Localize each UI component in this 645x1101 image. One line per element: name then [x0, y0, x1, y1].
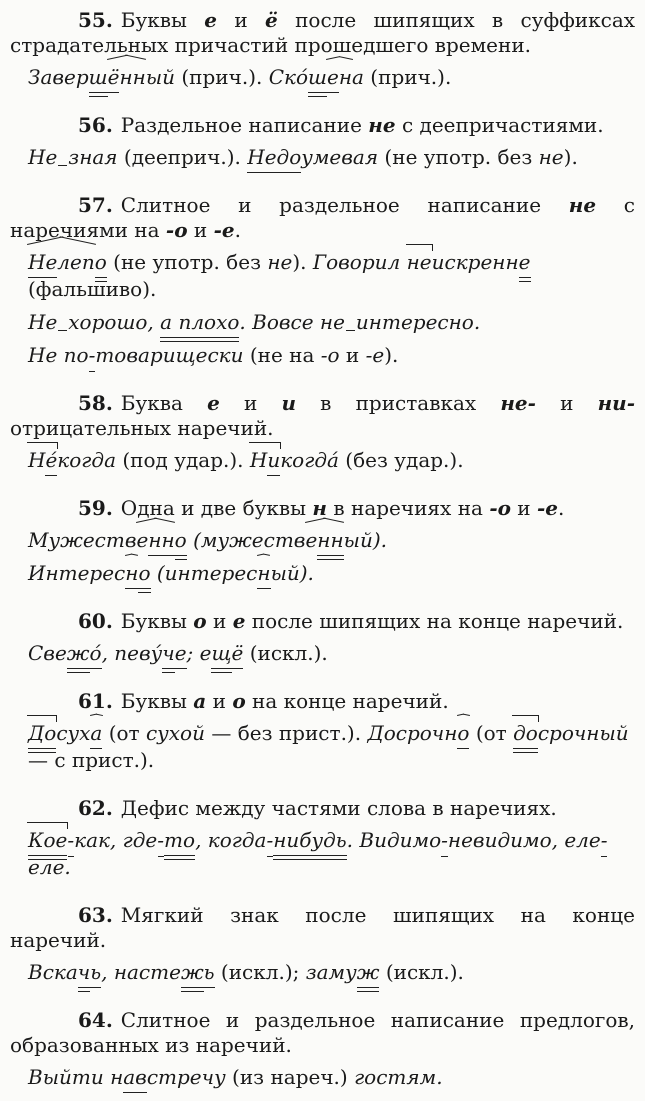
- examples: [10, 144, 635, 171]
- rule-title: [10, 391, 635, 441]
- example-line: Не зная (дееприч.). Недоумевая (не употр. без не).: [28, 145, 578, 169]
- examples: [10, 527, 635, 587]
- rule-section: [10, 903, 635, 986]
- example-line: Завершённый (прич.). Ско́шена (прич.).: [28, 65, 452, 89]
- rule-title: [10, 193, 635, 243]
- rule-title: [10, 609, 635, 634]
- rule-title: [10, 689, 635, 714]
- rule-title-text: Буквы а и о на конце наречий.: [120, 689, 449, 713]
- rule-section: [10, 391, 635, 474]
- rule-number: 58.: [78, 391, 113, 415]
- rule-number: 57.: [78, 193, 113, 217]
- examples: [10, 1064, 635, 1091]
- rule-number: 62.: [78, 796, 113, 820]
- example-line: Интересно (интересный).: [28, 561, 314, 585]
- rule-title-text: Буквы е и ё после шипящих в суффиксах страдательных причастий прошедшего времени.: [10, 8, 636, 57]
- rule-number: 56.: [78, 113, 113, 137]
- rule-number: 55.: [78, 8, 113, 32]
- rule-title: [10, 1008, 635, 1058]
- examples: [10, 64, 635, 91]
- example-line: Не́когда (под удар.). Никогда́ (без удар.).: [28, 448, 464, 472]
- examples: [10, 827, 635, 881]
- rule-title: [10, 8, 635, 58]
- examples: [10, 640, 635, 667]
- rule-title-text: Раздельное написание не с деепричастиями.: [120, 113, 604, 137]
- example-line: Не по-товарищески (не на -о и -е).: [28, 343, 399, 367]
- examples: [10, 447, 635, 474]
- rule-title: [10, 903, 635, 953]
- rule-section: [10, 113, 635, 171]
- example-line: Свежо́, певу́че; ещё (искл.).: [28, 641, 328, 665]
- rule-title-text: Слитное и раздельное написание не с наречиями на -о и -е.: [10, 193, 635, 242]
- examples: [10, 720, 635, 774]
- rule-section: [10, 796, 635, 881]
- examples: [10, 249, 635, 369]
- rule-section: [10, 689, 635, 774]
- example-line: Кое-как, где-то, когда-нибудь. Видимо-невидимо, еле-еле.: [28, 828, 608, 879]
- rule-title-text: Дефис между частями слова в наречиях.: [120, 796, 557, 820]
- example-line: Выйти навстречу (из нареч.) гостям.: [28, 1065, 443, 1089]
- rule-section: [10, 193, 635, 369]
- rule-title: [10, 113, 635, 138]
- example-line: Не хорошо, а плохо. Вовсе не интересно.: [28, 310, 481, 334]
- rule-title-text: Мягкий знак после шипящих на конце наречий.: [10, 903, 635, 952]
- rule-section: [10, 1008, 635, 1091]
- example-line: Нелепо (не употр. без не). Говорил неискренне (фальшиво).: [28, 250, 531, 301]
- example-line: Вскачь, настежь (искл.); замуж (искл.).: [28, 960, 464, 984]
- rule-number: 61.: [78, 689, 113, 713]
- rule-number: 64.: [78, 1008, 113, 1032]
- rule-number: 59.: [78, 496, 113, 520]
- rule-section: [10, 609, 635, 667]
- rule-title-text: Одна и две буквы н в наречиях на -о и -е.: [120, 496, 565, 520]
- example-line: Досуха (от сухой — без прист.). Досрочно (от досрочный — с прист.).: [28, 721, 629, 772]
- rule-number: 60.: [78, 609, 113, 633]
- rule-section: [10, 8, 635, 91]
- examples: [10, 959, 635, 986]
- rule-section: [10, 496, 635, 587]
- rule-title-text: Слитное и раздельное написание предлогов, образованных из наречий.: [10, 1008, 635, 1057]
- rule-title-text: Буква е и и в приставках не- и ни- отрицательных наречий.: [10, 391, 636, 440]
- example-line: Мужественно (мужественный).: [28, 528, 387, 552]
- rule-title-text: Буквы о и е после шипящих на конце наречий.: [120, 609, 624, 633]
- rule-number: 63.: [78, 903, 113, 927]
- rule-title: [10, 796, 635, 821]
- page: [10, 8, 635, 1091]
